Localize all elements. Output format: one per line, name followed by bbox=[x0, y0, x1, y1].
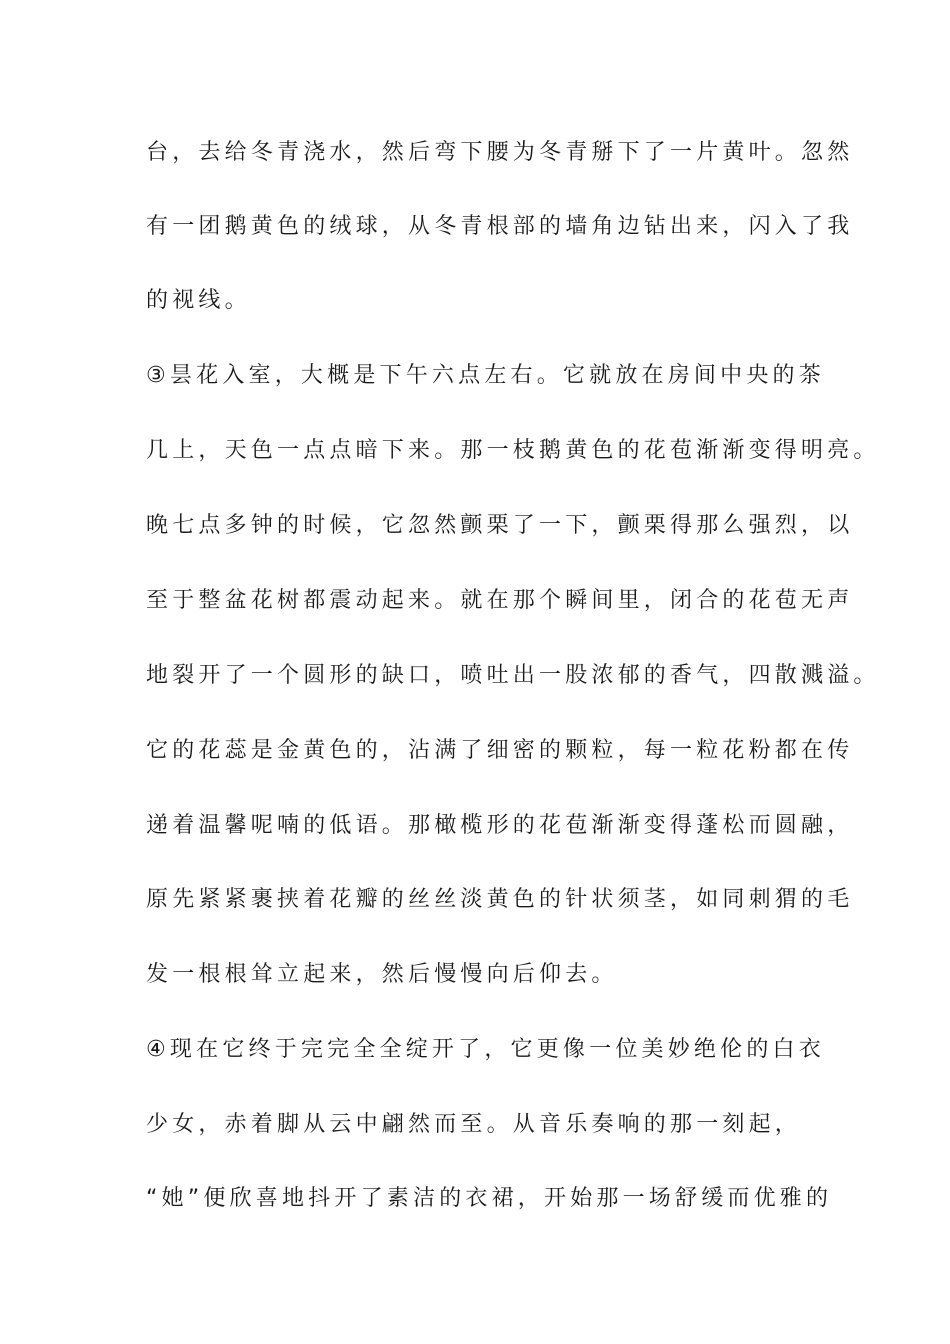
text-line: 发一根根耸立起来，然后慢慢向后仰去。 bbox=[146, 962, 618, 987]
text-line: 至于整盆花树都震动起来。就在那个瞬间里，闭合的花苞无声 bbox=[146, 588, 854, 613]
text-line: 晚七点多钟的时候，它忽然颤栗了一下，颤栗得那么强烈，以 bbox=[146, 513, 854, 538]
text-line: 的视线。 bbox=[146, 288, 251, 313]
text-line: “她”便欣喜地抖开了素洁的衣裙，开始那一场舒缓而优雅的 bbox=[146, 1186, 833, 1211]
text-line: 几上，天色一点点暗下来。那一枝鹅黄色的花苞渐渐变得明亮。 bbox=[146, 438, 880, 463]
text-line: 少女，赤着脚从云中翩然而至。从音乐奏响的那一刻起， bbox=[146, 1112, 802, 1137]
text-line: ③昙花入室，大概是下午六点左右。它就放在房间中央的茶 bbox=[146, 363, 825, 388]
text-line: 台，去给冬青浇水，然后弯下腰为冬青掰下了一片黄叶。忽然 bbox=[146, 140, 854, 165]
text-line: 地裂开了一个圆形的缺口，喷吐出一股浓郁的香气，四散溅溢。 bbox=[146, 663, 880, 688]
text-line: ④现在它终于完完全全绽开了，它更像一位美妙绝伦的白衣 bbox=[146, 1037, 825, 1062]
text-line: 原先紧紧裹挟着花瓣的丝丝淡黄色的针状须茎，如同刺猬的毛 bbox=[146, 887, 854, 912]
text-line: 有一团鹅黄色的绒球，从冬青根部的墙角边钻出来，闪入了我 bbox=[146, 214, 854, 239]
text-line: 它的花蕊是金黄色的，沾满了细密的颗粒，每一粒花粉都在传 bbox=[146, 738, 854, 763]
text-line: 递着温馨呢喃的低语。那橄榄形的花苞渐渐变得蓬松而圆融， bbox=[146, 813, 854, 838]
